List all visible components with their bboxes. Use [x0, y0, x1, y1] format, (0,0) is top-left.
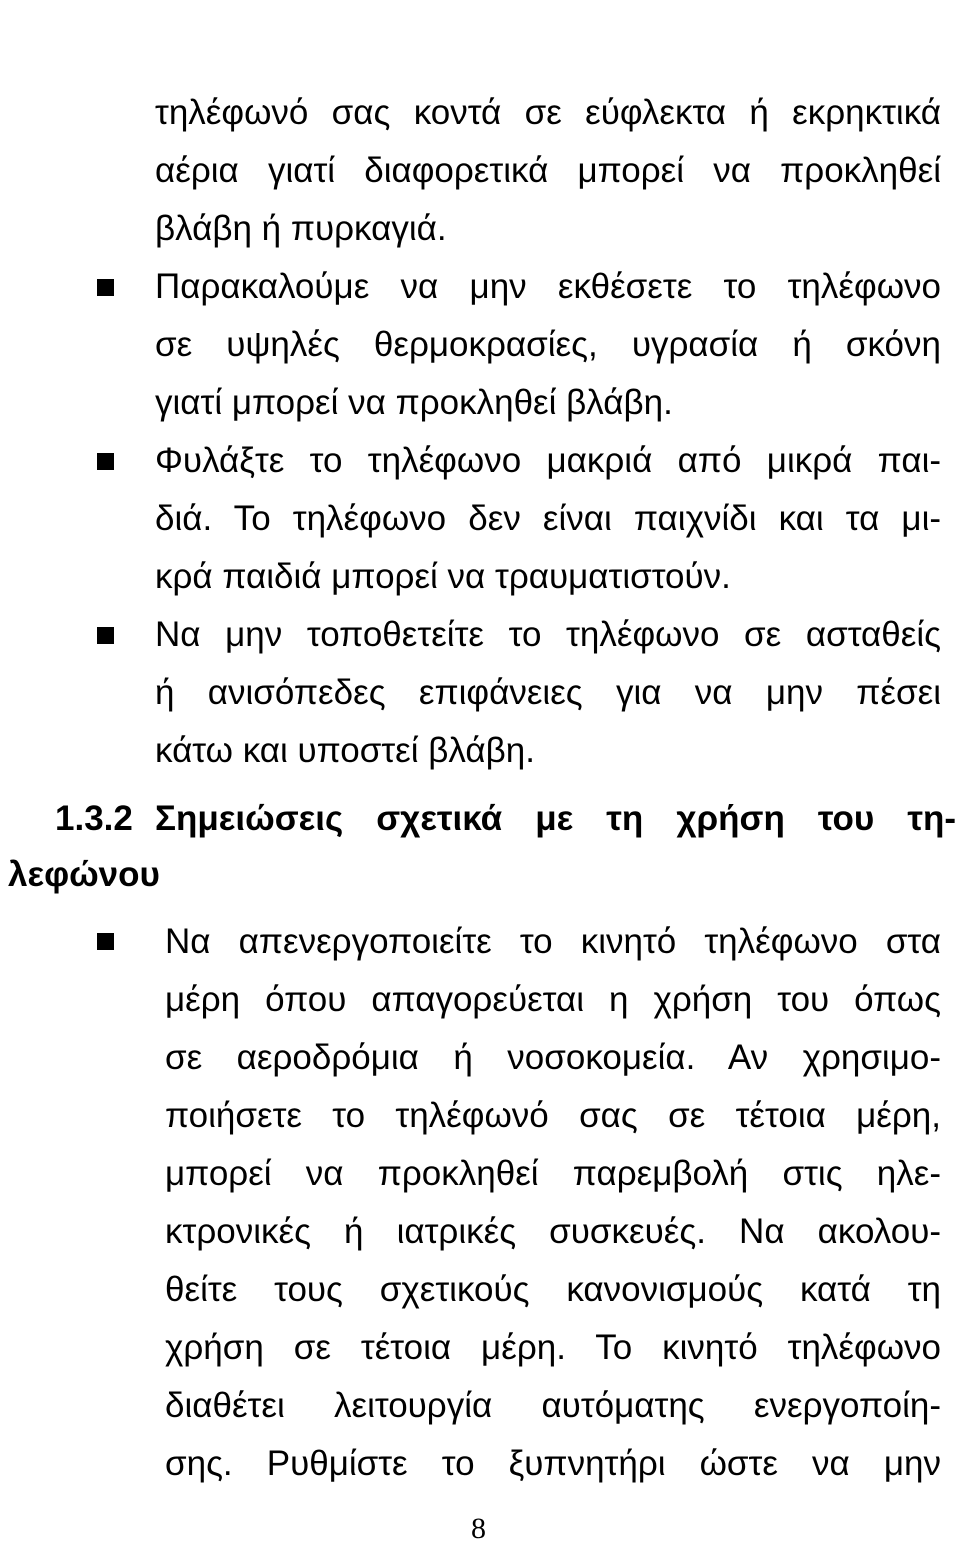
list-item-line: κάτω και υποστεί βλάβη. — [155, 731, 535, 770]
list-item-line: Φυλάξτε το τηλέφωνο μακριά από μικρά παι- — [155, 441, 941, 480]
list-item-line: μέρη όπου απαγορεύεται η χρήση του όπως — [165, 980, 941, 1019]
page-number: 8 — [471, 1512, 486, 1545]
list-item-line: διά. Το τηλέφωνο δεν είναι παιχνίδι και τα μι- — [155, 499, 941, 538]
list-item-line: ποιήσετε το τηλέφωνό σας σε τέτοια μέρη, — [165, 1096, 941, 1135]
list-item-line: μπορεί να προκληθεί παρεμβολή στις ηλε- — [165, 1154, 941, 1193]
intro-line: τηλέφωνό σας κοντά σε εύφλεκτα ή εκρηκτικά — [155, 93, 941, 132]
list-item-line: Να μην τοποθετείτε το τηλέφωνο σε ασταθείς — [155, 615, 941, 654]
list-item-line: σης. Ρυθμίστε το ξυπνητήρι ώστε να μην — [165, 1444, 941, 1483]
list-item-line: Παρακαλούμε να μην εκθέσετε το τηλέφωνο — [155, 267, 941, 306]
section-number: 1.3.2 — [55, 799, 133, 838]
square-bullet-icon — [97, 279, 114, 296]
intro-line: βλάβη ή πυρκαγιά. — [155, 209, 447, 248]
list-item-line: ή ανισόπεδες επιφάνειες για να μην πέσει — [155, 673, 941, 712]
intro-line: αέρια γιατί διαφορετικά μπορεί να προκληθεί — [155, 151, 941, 190]
square-bullet-icon — [97, 453, 114, 470]
square-bullet-icon — [97, 627, 114, 644]
list-item-line: σε υψηλές θερμοκρασίες, υγρασία ή σκόνη — [155, 325, 941, 364]
list-item-line: διαθέτει λειτουργία αυτόματης ενεργοποίη- — [165, 1386, 941, 1425]
list-item-line: σε αεροδρόμια ή νοσοκομεία. Αν χρησιμο- — [165, 1038, 941, 1077]
list-item-line: κρά παιδιά μπορεί να τραυματιστούν. — [155, 557, 731, 596]
list-item-line: χρήση σε τέτοια μέρη. Το κινητό τηλέφωνο — [165, 1328, 941, 1367]
square-bullet-icon — [97, 933, 114, 950]
section-title-line: λεφώνου — [8, 855, 160, 894]
list-item-line: Να απενεργοποιείτε το κινητό τηλέφωνο στα — [165, 922, 941, 961]
section-title-line: Σημειώσεις σχετικά με τη χρήση του τη- — [155, 799, 956, 838]
list-item-line: γιατί μπορεί να προκληθεί βλάβη. — [155, 383, 673, 422]
list-item-line: θείτε τους σχετικούς κανονισμούς κατά τη — [165, 1270, 941, 1309]
list-item-line: κτρονικές ή ιατρικές συσκευές. Να ακολου- — [165, 1212, 941, 1251]
